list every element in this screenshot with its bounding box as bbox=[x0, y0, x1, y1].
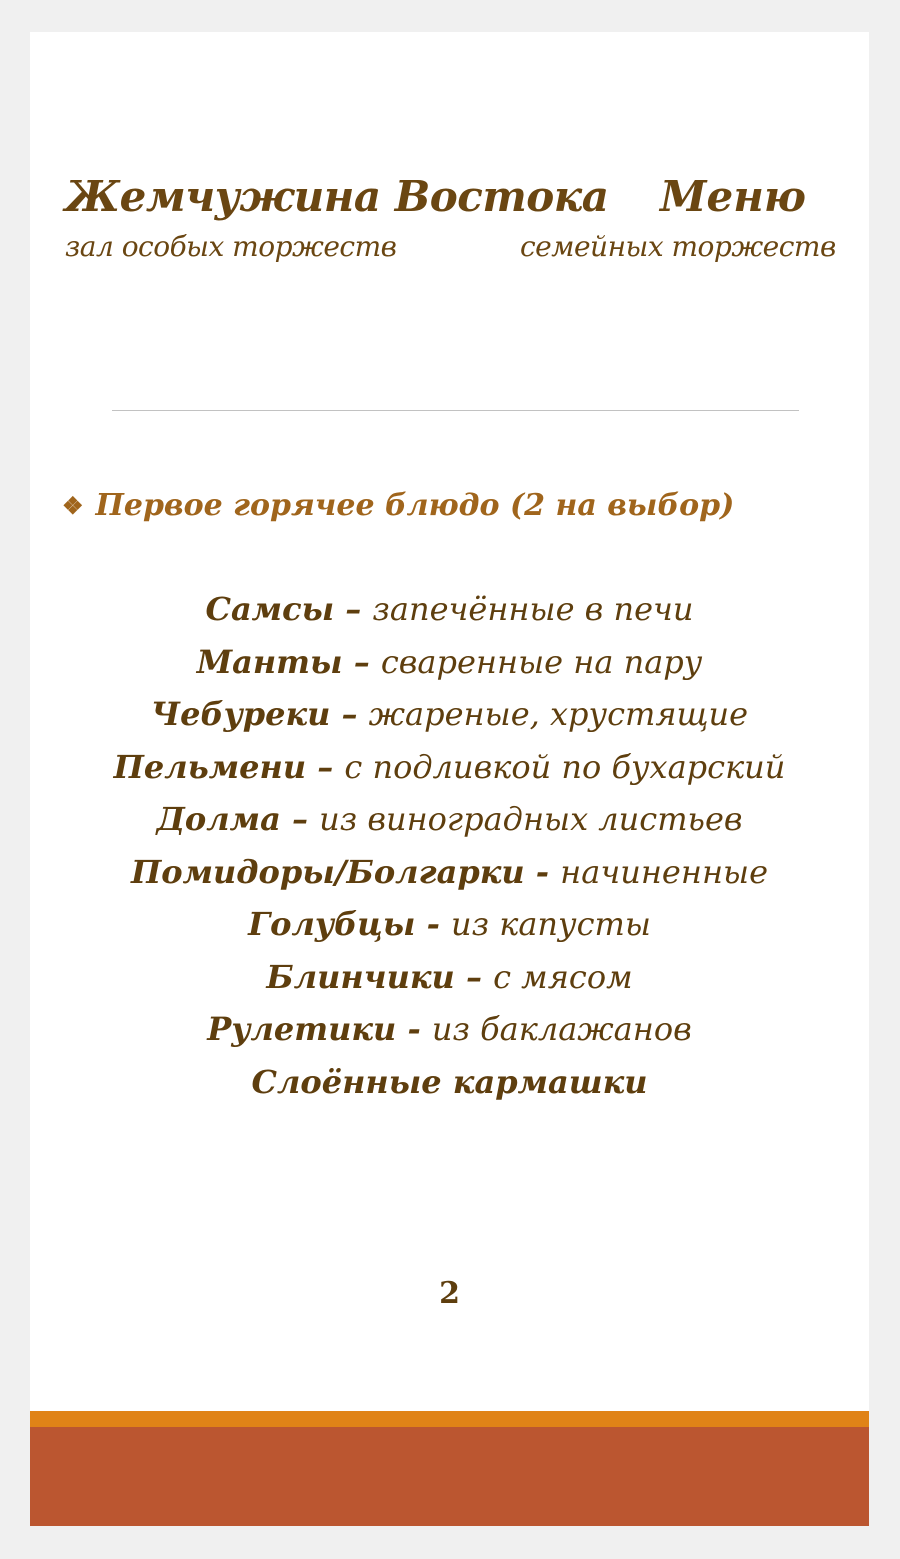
dish-separator: - bbox=[396, 1010, 432, 1048]
section-heading-text: Первое горячее блюдо (2 на выбор) bbox=[95, 488, 735, 523]
list-item bbox=[30, 1007, 869, 1060]
dish-separator: – bbox=[342, 642, 381, 681]
dish-list bbox=[30, 587, 869, 1112]
list-item bbox=[30, 640, 869, 693]
list-item bbox=[30, 692, 869, 745]
hall-subtitle: зал особых торжеств bbox=[65, 230, 397, 263]
list-item bbox=[30, 587, 869, 640]
dish-name: Блинчики bbox=[266, 957, 455, 996]
dish-separator: – bbox=[330, 695, 369, 733]
dish-description: из капусты bbox=[451, 905, 651, 943]
page-number: 2 bbox=[439, 1276, 460, 1311]
list-item bbox=[30, 1060, 869, 1113]
list-item bbox=[30, 797, 869, 850]
menu-title: Меню bbox=[660, 172, 806, 221]
dish-name: Долма bbox=[156, 800, 281, 838]
dish-description: с мясом bbox=[493, 957, 633, 996]
dish-name: Пельмени bbox=[113, 747, 307, 786]
list-item bbox=[30, 850, 869, 903]
dish-description: с подливкой по бухарский bbox=[344, 747, 786, 786]
dish-description: начиненные bbox=[560, 852, 769, 891]
dish-separator: - bbox=[524, 852, 561, 891]
list-item bbox=[30, 902, 869, 955]
dish-separator: – bbox=[306, 747, 345, 786]
dish-name: Помидоры/Болгарки bbox=[130, 852, 525, 891]
diamond-bullet-icon: ❖ bbox=[62, 491, 84, 520]
dish-description: жареные, хрустящие bbox=[368, 695, 749, 733]
dish-name: Чебуреки bbox=[150, 695, 331, 733]
dish-description: запечённые в печи bbox=[372, 590, 694, 628]
dish-description: из баклажанов bbox=[431, 1010, 692, 1048]
dish-description: из виноградных листьев bbox=[319, 800, 743, 838]
dish-name: Манты bbox=[196, 642, 343, 681]
dish-separator: – bbox=[334, 590, 373, 628]
dish-separator: – bbox=[454, 957, 494, 996]
restaurant-title: Жемчужина Востока bbox=[65, 172, 609, 221]
dish-separator: - bbox=[415, 905, 451, 943]
section-heading bbox=[62, 488, 734, 523]
list-item bbox=[30, 745, 869, 798]
list-item bbox=[30, 955, 869, 1008]
menu-page bbox=[30, 32, 869, 1526]
footer-accent-band bbox=[30, 1411, 869, 1427]
header-divider bbox=[112, 410, 799, 411]
dish-name: Самсы bbox=[205, 590, 335, 628]
dish-name: Слоённые кармашки bbox=[251, 1062, 648, 1101]
dish-name: Голубцы bbox=[248, 905, 416, 943]
dish-name: Рулетики bbox=[207, 1010, 397, 1048]
events-subtitle: семейных торжеств bbox=[520, 230, 836, 263]
footer-band bbox=[30, 1427, 869, 1526]
dish-description: сваренные на пару bbox=[380, 642, 703, 681]
dish-separator: – bbox=[280, 800, 320, 838]
